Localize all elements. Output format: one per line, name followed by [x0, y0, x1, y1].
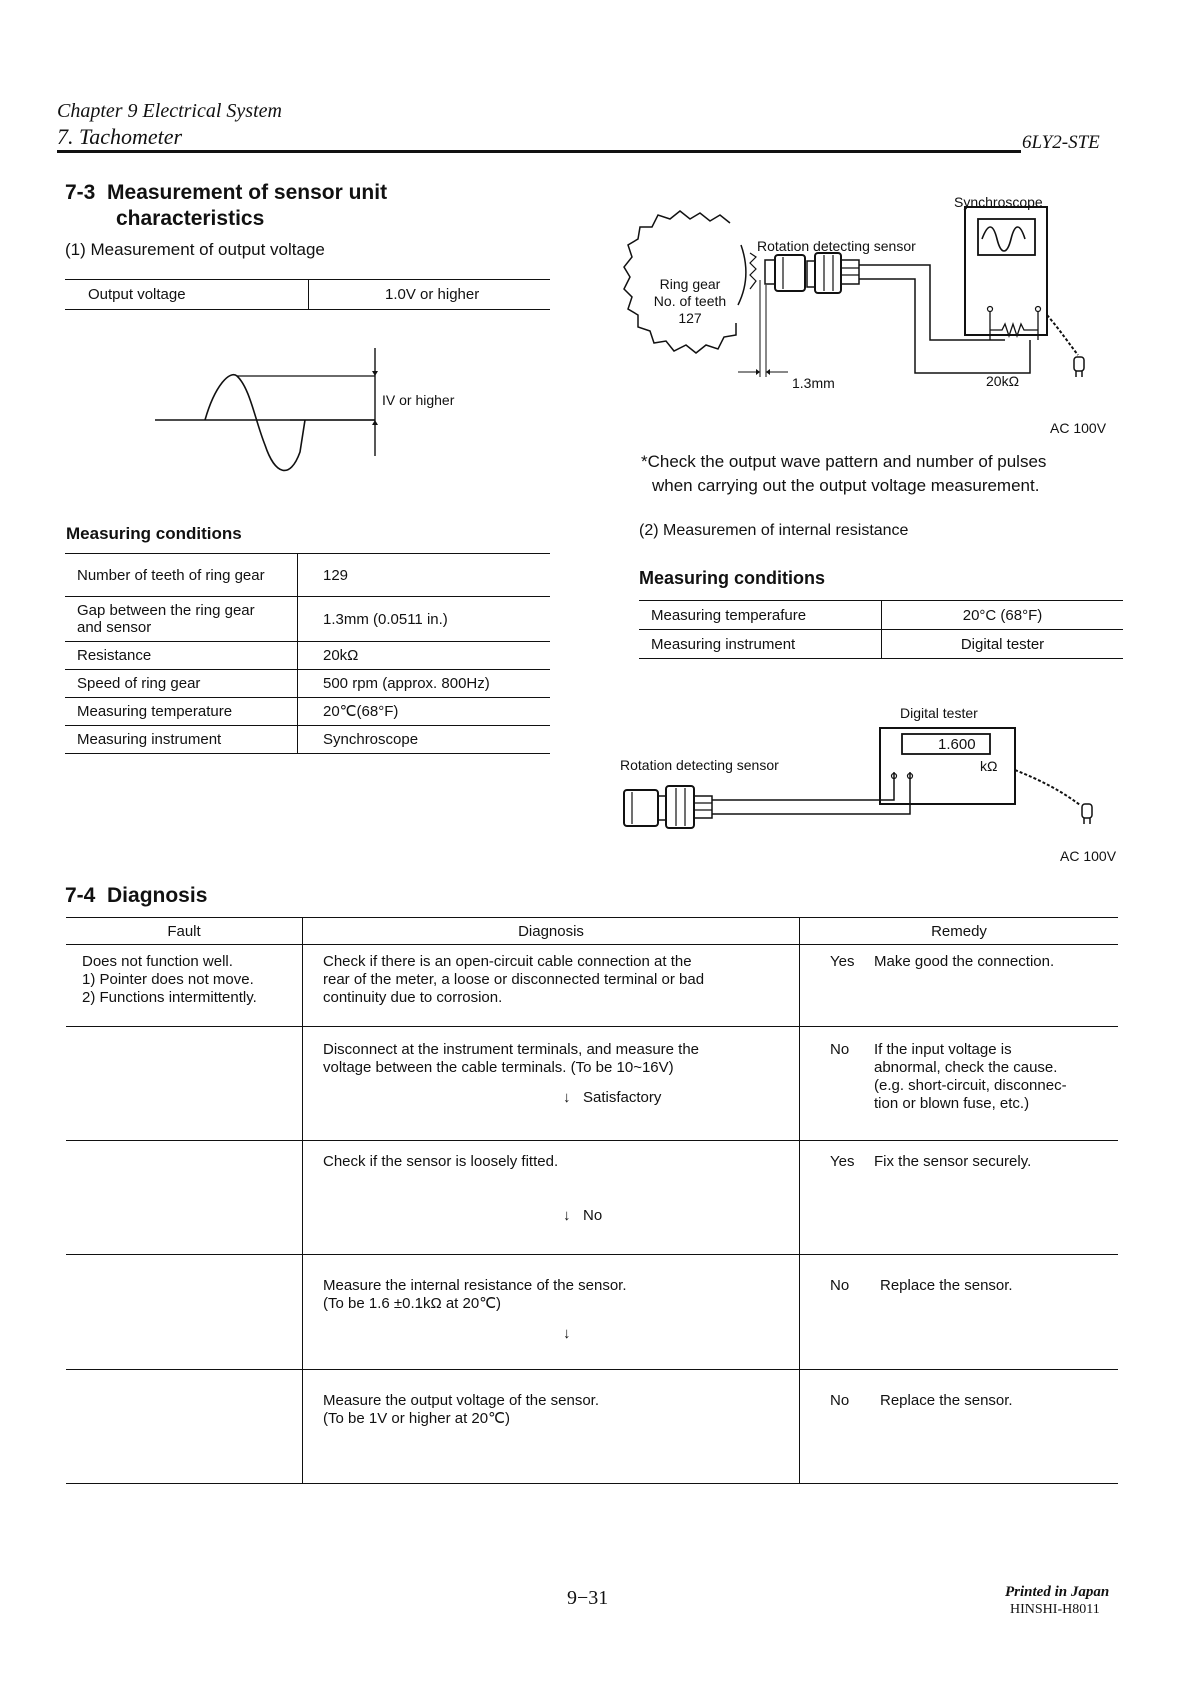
fault-cell	[66, 1370, 303, 1484]
section-title: 7. Tachometer	[57, 124, 183, 149]
model-code: 6LY2-STE	[1022, 132, 1100, 153]
condition-value: 500 rpm (approx. 800Hz)	[323, 675, 490, 692]
remedy-key: No	[830, 1392, 850, 1409]
measuring-conditions-title: Measuring conditions	[66, 524, 242, 543]
remedy-line: tion or blown fuse, etc.)	[874, 1095, 1030, 1112]
diagnosis-line: Check if the sensor is loosely fitted.	[323, 1153, 559, 1170]
remedy-key: Yes	[830, 1153, 855, 1170]
table-row	[66, 1370, 1118, 1484]
ring-gear-label-line1: Ring gear	[659, 276, 721, 292]
diagnosis-line: continuity due to corrosion.	[323, 989, 503, 1006]
condition-label: Measuring temperature	[65, 698, 298, 726]
fault-cell	[66, 1027, 303, 1141]
condition-value: 129	[323, 566, 349, 584]
remedy-key: No	[830, 1277, 850, 1294]
condition-label: Number of teeth of ring gear	[65, 554, 298, 597]
condition-value: Synchroscope	[323, 731, 419, 748]
diagnosis-cell	[303, 1370, 800, 1484]
remedy-line: (e.g. short-circuit, disconnec-	[874, 1077, 1067, 1094]
condition-label: Speed of ring gear	[65, 670, 298, 698]
fault-cell	[66, 1255, 303, 1370]
remedy-line: Replace the sensor.	[880, 1277, 1013, 1294]
note-line1: *Check the output wave pattern and number of pulses	[641, 452, 1047, 471]
chapter-title: Chapter 9 Electrical System	[57, 100, 282, 122]
table-row	[66, 1141, 1118, 1255]
column-header-diagnosis: Diagnosis	[303, 918, 800, 945]
measuring-conditions-table	[65, 553, 550, 754]
section-7-3-title-cont: characteristics	[116, 207, 265, 230]
printed-in-label: Printed in Japan	[1005, 1584, 1110, 1600]
condition-value: 1.3mm (0.0511 in.)	[323, 610, 448, 628]
column-header-fault: Fault	[66, 918, 303, 945]
gap-label: 1.3mm	[792, 375, 835, 391]
diagnosis-cell	[303, 1141, 800, 1255]
fault-cell	[66, 1141, 303, 1255]
tester-reading: 1.600	[938, 736, 976, 753]
section-7-3-title: 7-3 Measurement of sensor unit	[65, 181, 388, 204]
fault-line: Does not function well.	[82, 953, 233, 970]
fault-line: 2) Functions intermittently.	[82, 989, 257, 1006]
diagnosis-line: (To be 1.6 ±0.1kΩ at 20℃)	[323, 1295, 502, 1312]
section-7-4-title: 7-4 Diagnosis	[65, 884, 208, 907]
remedy-line: Fix the sensor securely.	[874, 1153, 1032, 1170]
diagnosis-line: (To be 1V or higher at 20℃)	[323, 1410, 510, 1427]
power-label: AC 100V	[1050, 420, 1107, 436]
condition-value: Digital tester	[960, 635, 1045, 653]
diagnosis-line: rear of the meter, a loose or disconnected terminal or bad	[323, 971, 705, 988]
wave-amplitude-label: IV or higher	[382, 392, 455, 408]
subsection-internal-resistance: (2) Measuremen of internal resistance	[639, 522, 909, 539]
remedy-line: Replace the sensor.	[880, 1392, 1013, 1409]
condition-value: 20kΩ	[323, 647, 359, 664]
condition-value: 20℃(68°F)	[323, 703, 399, 720]
remedy-key: No	[830, 1041, 850, 1058]
measuring-conditions-title-2: Measuring conditions	[639, 568, 826, 588]
condition-label: Measuring instrument	[639, 630, 882, 659]
power-label-2: AC 100V	[1060, 848, 1117, 864]
fault-line: 1) Pointer does not move.	[82, 971, 254, 988]
table-row	[66, 1255, 1118, 1370]
remedy-line: abnormal, check the cause.	[874, 1059, 1058, 1076]
diagnosis-line: Disconnect at the instrument terminals, and measure the	[323, 1041, 700, 1058]
output-voltage-value: 1.0V or higher	[385, 286, 480, 303]
header-rule	[57, 150, 1021, 153]
rotation-sensor-label-2: Rotation detecting sensor	[620, 757, 779, 773]
table-row	[66, 945, 1118, 1027]
fault-cell	[66, 945, 303, 1027]
condition-label: Measuring instrument	[65, 726, 298, 754]
resistor-label: 20kΩ	[986, 373, 1020, 389]
remedy-cell	[800, 1141, 1119, 1255]
table-row	[66, 1027, 1118, 1141]
output-voltage-table	[65, 279, 550, 310]
internal-resistance-conditions-table	[639, 600, 1123, 659]
diagnosis-table	[66, 917, 1118, 1484]
rotation-sensor-label: Rotation detecting sensor	[757, 238, 916, 254]
ring-gear-label-line2: No. of teeth	[653, 293, 727, 309]
diagnosis-cell	[303, 1027, 800, 1141]
diagnosis-cell	[303, 945, 800, 1027]
remedy-cell	[800, 1027, 1119, 1141]
condition-label: Measuring temperafure	[639, 601, 882, 630]
subsection-output-voltage: (1) Measurement of output voltage	[65, 240, 325, 259]
condition-value: 20°C (68°F)	[962, 606, 1043, 624]
diagnosis-cell	[303, 1255, 800, 1370]
flow-arrow: ↓	[563, 1325, 571, 1342]
note-line2: when carrying out the output voltage measurement.	[652, 476, 1040, 495]
flow-arrow: ↓ Satisfactory	[563, 1089, 662, 1106]
output-wave-diagram	[140, 340, 380, 490]
tester-unit: kΩ	[980, 758, 998, 774]
internal-resistance-measurement-diagram	[610, 720, 1130, 840]
document-code: HINSHI-H8011	[1010, 1602, 1100, 1617]
flow-arrow: ↓ No	[563, 1207, 603, 1224]
remedy-cell	[800, 1255, 1119, 1370]
remedy-line: Make good the connection.	[874, 953, 1055, 970]
digital-tester-label: Digital tester	[900, 705, 978, 721]
condition-label: Resistance	[65, 642, 298, 670]
ring-gear-label-line3: 127	[678, 310, 702, 326]
condition-label: Gap between the ring gear and sensor	[65, 597, 298, 642]
remedy-line: If the input voltage is	[874, 1041, 1012, 1058]
diagnosis-line: Measure the output voltage of the sensor.	[323, 1392, 600, 1409]
output-voltage-label: Output voltage	[65, 280, 309, 310]
remedy-cell	[800, 1370, 1119, 1484]
diagnosis-line: voltage between the cable terminals. (To be 10~16V)	[323, 1059, 674, 1076]
diagnosis-line: Check if there is an open-circuit cable connection at the	[323, 953, 692, 970]
synchroscope-label: Synchroscope	[954, 194, 1043, 210]
ring-gear-label	[650, 276, 730, 327]
page-number: 9−31	[567, 1587, 609, 1609]
remedy-key: Yes	[830, 953, 855, 970]
remedy-cell	[800, 945, 1119, 1027]
diagnosis-line: Measure the internal resistance of the sensor.	[323, 1277, 627, 1294]
column-header-remedy: Remedy	[800, 918, 1119, 945]
